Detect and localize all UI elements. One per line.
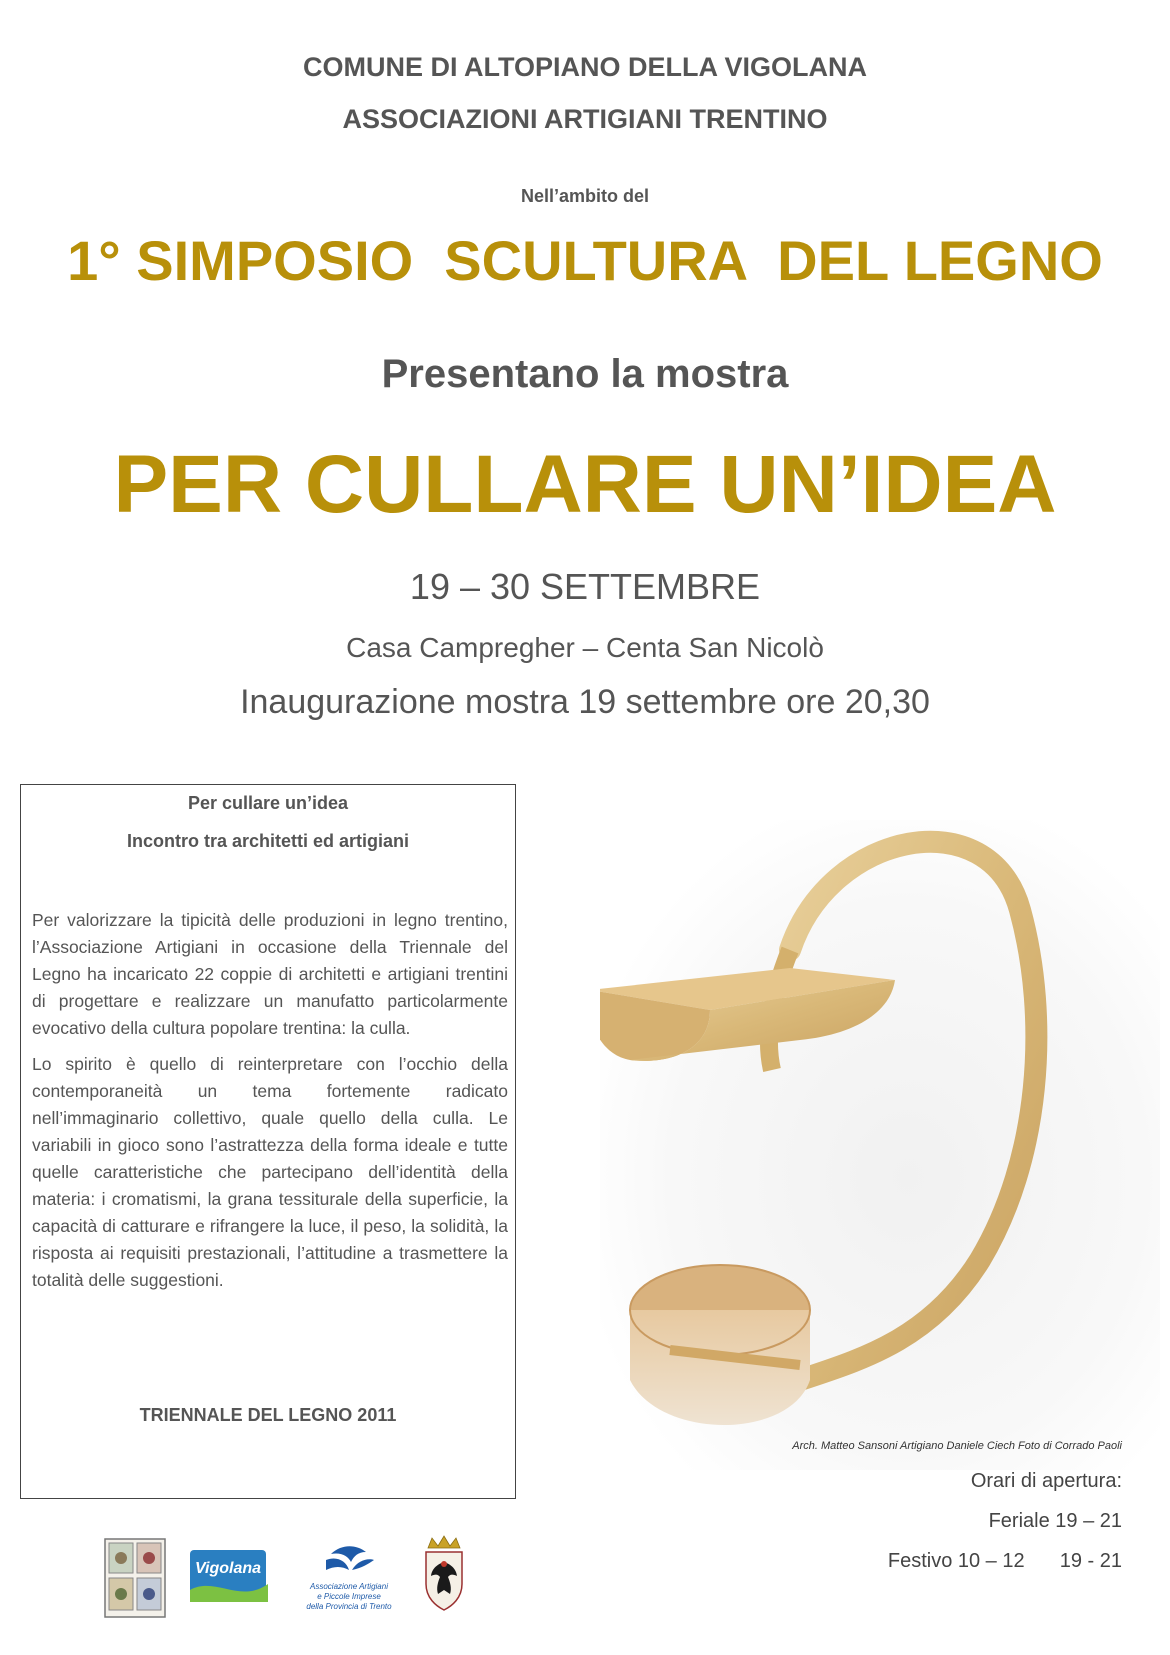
assoc-logo-line2: e Piccole Imprese: [317, 1592, 381, 1601]
intro-text: Nell’ambito del: [520, 186, 650, 206]
cradle-photo: [600, 820, 1160, 1470]
vigolana-logo-text: Vigolana: [194, 1560, 262, 1577]
symposium-title: 1° SIMPOSIO SCULTURA DEL LEGNO: [67, 229, 1103, 292]
box-body: [32, 907, 508, 1303]
hours-holiday-morning: Festivo 10 – 12: [887, 1550, 1025, 1572]
municipal-coat-of-arms-logo: [104, 1538, 166, 1618]
assoc-logo-line3: della Provincia di Trento: [306, 1602, 392, 1611]
exhibition-title: PER CULLARE UN’IDEA: [113, 439, 1057, 530]
trentino-eagle-crest-logo: [422, 1534, 466, 1612]
exhibition-venue: Casa Campregher – Centa San Nicolò: [346, 632, 824, 663]
hours-holiday-evening: 19 - 21: [1059, 1550, 1122, 1572]
box-paragraph: Per valorizzare la tipicità delle produzioni in legno trentino, l’Associazione Artigiani in occasione della Triennale del Legno ha incaricato 22 coppie di architetti e artigiani trentini di progettare e realizzare un manufatto particolarmente evocativo della cultura popolare trentina: la culla.: [32, 910, 508, 1038]
box-heading-title: Per cullare un’idea: [187, 793, 349, 813]
box-heading-subtitle: Incontro tra architetti ed artigiani: [126, 831, 410, 851]
hours-weekday: Feriale 19 – 21: [988, 1510, 1122, 1532]
inauguration-text: Inaugurazione mostra 19 settembre ore 20,30: [240, 683, 930, 721]
associazione-artigiani-logo: [296, 1542, 402, 1618]
box-paragraph: Lo spirito è quello di reinterpretare con l’occhio della contemporaneità un tema fortemente radicato nell’immaginario collettivo, quale quello della culla. Le variabili in gioco sono l’astrattezza della forma ideale e tutte quelle caratteristiche che partecipano dell’identità della materia: i cromatismi, la grana tessiturale della superficie, la capacità di catturare e rifrangere la luce, il peso, la solidità, la risposta ai requisiti prestazionali, l’attitudine a trasmettere la totalità delle suggestioni.: [32, 1054, 508, 1290]
photo-credit: Arch. Matteo Sansoni Artigiano Daniele Ciech Foto di Corrado Paoli: [792, 1440, 1122, 1452]
hours-holiday: [888, 1550, 1122, 1573]
org-title-comune: COMUNE DI ALTOPIANO DELLA VIGOLANA: [303, 52, 867, 82]
assoc-logo-line1: Associazione Artigiani: [310, 1582, 388, 1591]
box-footer: TRIENNALE DEL LEGNO 2011: [139, 1405, 397, 1425]
exhibition-dates: 19 – 30 SETTEMBRE: [409, 566, 761, 607]
hours-label: Orari di apertura:: [970, 1470, 1122, 1492]
description-box: [20, 784, 516, 1499]
org-title-associazioni: ASSOCIAZIONI ARTIGIANI TRENTINO: [342, 104, 828, 134]
presents-text: Presentano la mostra: [381, 352, 789, 396]
vigolana-logo: [190, 1546, 270, 1610]
